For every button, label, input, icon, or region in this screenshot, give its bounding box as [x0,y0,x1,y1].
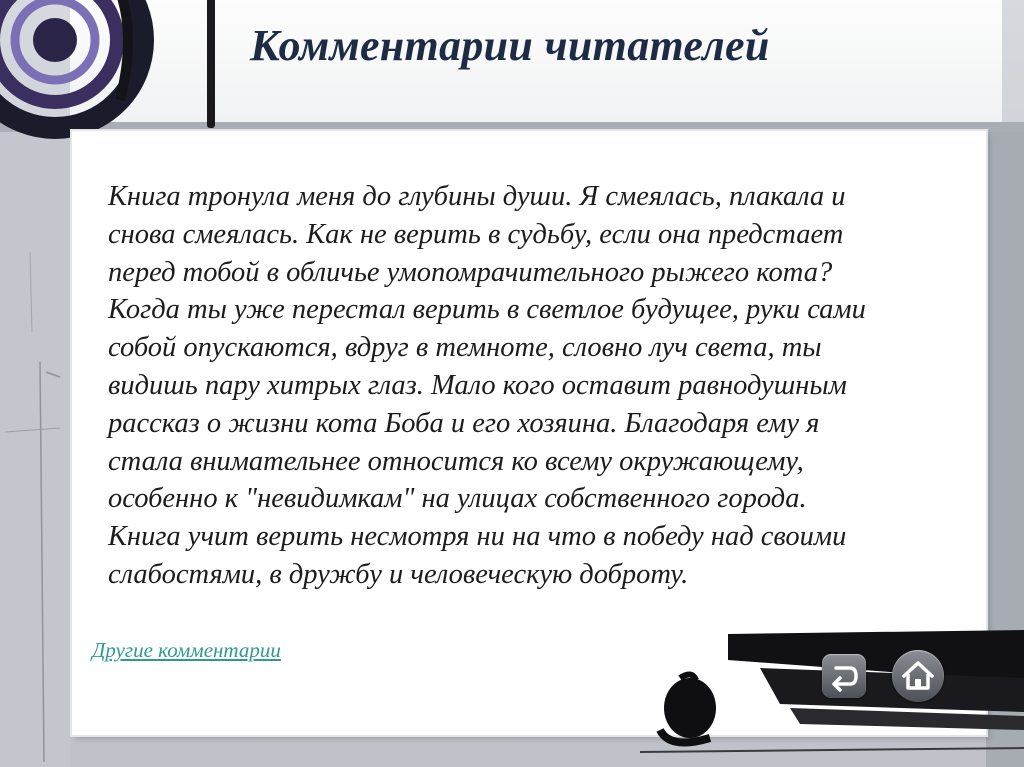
back-button[interactable] [822,654,866,698]
return-arrow-icon [822,654,866,698]
comment-line: Когда ты уже перестал верить в светлое будущее, руки сами [108,294,866,326]
other-comments-link[interactable]: Другие комментарии [92,638,281,662]
comment-line: собой опускаются, вдруг в темноте, словно луч света, ты [108,332,822,364]
comment-line: слабостями, в дружбу и человеческую доброту. [108,558,689,590]
comment-line: стала внимательнее относится ко всему окружающему, [108,445,804,477]
left-sketch-strip [0,132,70,767]
comment-line: перед тобой в обличье умопомрачительного рыжего кота? [108,256,833,288]
comment-line: снова смеялась. Как не верить в судьбу, если она предстает [108,218,844,250]
comment-line: Книга тронула меня до глубины души. Я смеялась, плакала и [108,181,846,212]
home-icon [892,650,944,702]
comment-line: Книга учит верить несмотря ни на что в победу над своими [108,521,847,553]
comment-line: особенно к "невидимкам" на улицах собственного города. [108,483,807,515]
ink-drip-decoration [207,0,215,128]
reader-comment [108,178,958,594]
comment-line: видишь пару хитрых глаз. Мало кого оставит равнодушным [108,369,847,401]
page-title: Комментарии читателей [250,21,770,70]
comment-line: рассказ о жизни кота Боба и его хозяина. Благодаря ему я [108,407,820,439]
home-button[interactable] [892,650,944,702]
